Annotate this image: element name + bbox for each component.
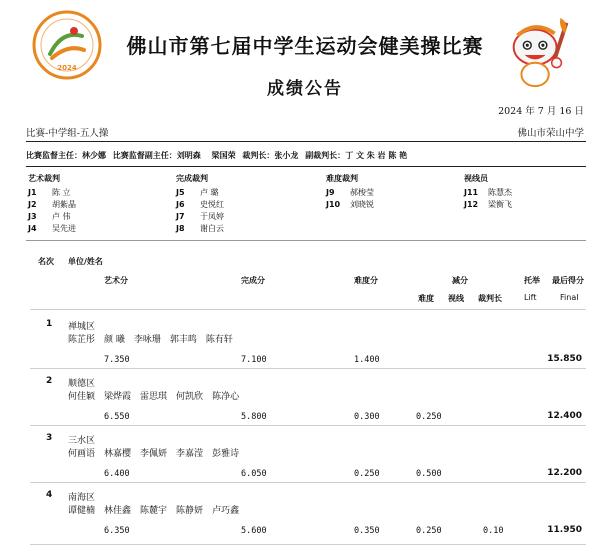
table-row: [0, 426, 610, 482]
row-divider: [30, 544, 586, 545]
col-execution: 完成分: [241, 276, 265, 285]
chief-deduction: 0.10: [483, 526, 504, 536]
divider: [26, 166, 586, 167]
col-ded-chief: 裁判长: [478, 294, 502, 303]
col-lift-en: Lift: [524, 293, 537, 302]
col-unit: 单位/姓名: [68, 257, 103, 266]
difficulty-deduction: 0.500: [416, 469, 442, 479]
member-list: 何画语 林嘉樱 李佩妍 李嘉滢 彭雅诗: [68, 449, 240, 459]
logo-year: 2024: [57, 64, 77, 72]
difficulty-score: 0.300: [354, 412, 380, 422]
col-difficulty: 难度分: [354, 276, 378, 285]
col-rank: 名次: [38, 257, 54, 266]
artistry-score: 7.350: [104, 355, 130, 365]
execution-score: 5.800: [241, 412, 267, 422]
match-category: 比赛-中学组-五人操: [26, 128, 109, 139]
final-score: 15.850: [547, 354, 582, 364]
row-divider: [30, 309, 586, 310]
difficulty-deduction: 0.250: [416, 412, 442, 422]
unit-name: 三水区: [68, 436, 96, 446]
difficulty-score: 0.350: [354, 526, 380, 536]
difficulty-score: 0.250: [354, 469, 380, 479]
rank: 4: [46, 490, 53, 500]
judge-group-artistry: 艺术裁判 J1 陈 立 J2 胡紫晶 J3 卢 伟 J4 吴先进: [28, 173, 76, 233]
col-artistry: 艺术分: [104, 276, 128, 285]
table-row: [0, 369, 610, 425]
difficulty-score: 1.400: [354, 355, 380, 365]
execution-score: 7.100: [241, 355, 267, 365]
artistry-score: 6.550: [104, 412, 130, 422]
col-deduction: 减分: [452, 276, 468, 285]
page-subtitle: 成绩公告: [267, 79, 343, 99]
col-ded-difficulty: 难度: [418, 294, 434, 303]
unit-name: 顺德区: [68, 379, 96, 389]
artistry-score: 6.400: [104, 469, 130, 479]
execution-score: 6.050: [241, 469, 267, 479]
divider: [26, 141, 586, 142]
table-row: [0, 483, 610, 543]
member-list: 陈芷彤 颜 曦 李咏珊 郭丰鸣 陈有轩: [68, 335, 233, 345]
final-score: 11.950: [547, 525, 582, 535]
page-title: 佛山市第七届中学生运动会健美操比赛: [126, 34, 484, 58]
col-ded-line: 视线: [448, 294, 464, 303]
rank: 3: [46, 433, 53, 443]
judge-group-execution: 完成裁判 J5 卢 璐 J6 史悦红 J7 于凤婷 J8 谢白云: [176, 173, 224, 233]
col-final-en: Final: [560, 293, 579, 302]
difficulty-deduction: 0.250: [416, 526, 442, 536]
unit-name: 南海区: [68, 493, 96, 503]
table-row: [0, 312, 610, 368]
artistry-score: 6.350: [104, 526, 130, 536]
officials-line: 比赛监督主任：林少娜 比赛监督副主任：刘明森 梁国荣 裁判长：张小龙 副裁判长：丁 文 朱 岩 陈 艳: [26, 150, 408, 160]
venue: 佛山市荣山中学: [517, 128, 584, 139]
final-score: 12.200: [547, 468, 582, 478]
member-list: 谭健楠 林佳鑫 陈麓宇 陈静妍 卢巧鑫: [68, 506, 240, 516]
rank: 2: [46, 376, 53, 386]
judge-group-line: 视线员 J11 陈慧杰 J12 梁衡飞: [464, 173, 512, 209]
col-final: 最后得分: [552, 276, 584, 285]
final-score: 12.400: [547, 411, 582, 421]
execution-score: 5.600: [241, 526, 267, 536]
judge-group-difficulty: 难度裁判 J9 郝梭莹 J10 刘晓锐: [326, 173, 374, 209]
rank: 1: [46, 319, 53, 329]
col-lift: 托举: [524, 276, 540, 285]
unit-name: 禅城区: [68, 322, 96, 332]
publish-date: 2024 年 7 月 16 日: [498, 106, 584, 117]
divider: [26, 240, 586, 241]
member-list: 何佳颖 梁烨霞 雷思琪 何凯欣 陈净心: [68, 392, 240, 402]
